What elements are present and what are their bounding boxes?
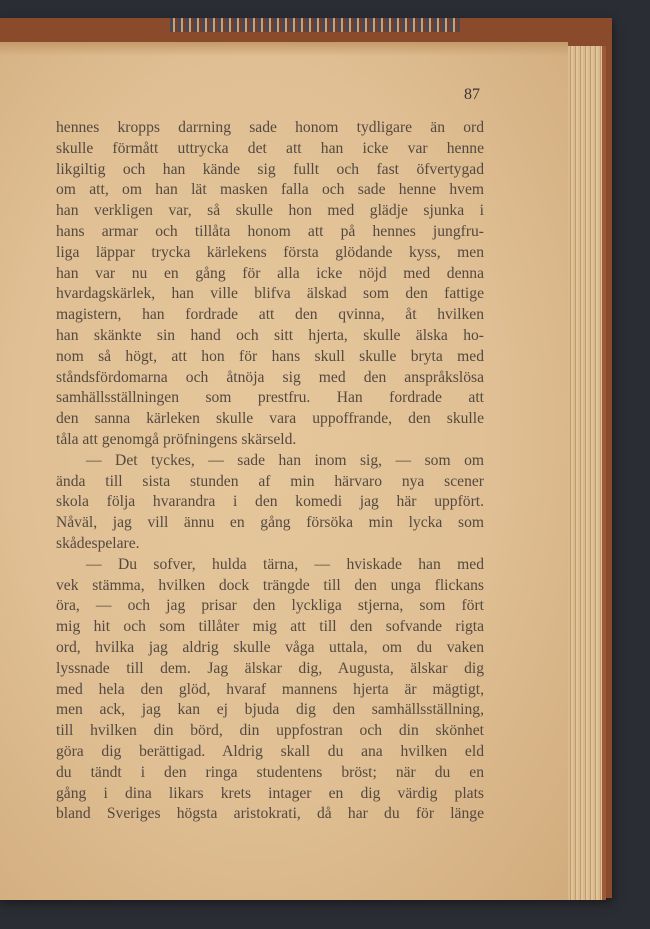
text-line: — Det tyckes, — sade han inom sig, — som om bbox=[86, 451, 484, 469]
text-line: skulle förmått uttrycka det att han icke var henne bbox=[56, 139, 484, 157]
text-line: med hela den glöd, hvaraf mannens hjerta är mägtigt, bbox=[56, 680, 484, 698]
text-line: ståndsfördomarna och åtnöja sig med den anspråkslösa bbox=[56, 368, 484, 386]
text-line: skola följa hvarandra i den komedi jag här uppfört. bbox=[56, 493, 484, 511]
text-line: vek stämma, hvilken dock trängde till den unga flickans bbox=[56, 576, 484, 594]
text-line: du tändt i den ringa studentens bröst; när du en bbox=[56, 763, 484, 781]
text-line: men ack, jag kan ej bjuda dig den samhällsställning, bbox=[56, 701, 484, 719]
text-line: samhällsställningen som prestfru. Han fordrade att bbox=[56, 389, 484, 407]
text-line: öra, — och jag prisar den lyckliga stjerna, som fört bbox=[56, 597, 484, 615]
text-line: ända till sista stunden af min härvaro nya scener bbox=[56, 472, 484, 490]
text-line: hennes kropps darrning sade honom tydligare än ord bbox=[56, 119, 484, 136]
text-line: mig hit och som tillåter mig att till den sofvande rigta bbox=[56, 618, 484, 636]
text-line: likgiltig och han kände sig fullt och fast öfvertygad bbox=[56, 160, 484, 178]
page-edges bbox=[568, 46, 606, 900]
text-line: göra dig berättigad. Aldrig skall du ana hvilken eld bbox=[56, 742, 484, 760]
text-line: han skänkte sin hand och sitt hjerta, skulle älska ho- bbox=[56, 326, 484, 344]
text-line: den sanna kärleken skulle vara uppoffrande, den skulle bbox=[56, 410, 484, 428]
text-line: om att, om han lät masken falla och sade henne hvem bbox=[56, 181, 484, 199]
text-line: hvardagskärlek, han ville blifva älskad som den fattige bbox=[56, 285, 484, 303]
text-line: magistern, han fordrade att den qvinna, åt hvilken bbox=[56, 306, 484, 324]
text-line: skådespelare. bbox=[56, 534, 140, 552]
text-line: gång i dina likars krets intager en dig värdig plats bbox=[56, 784, 484, 802]
text-line: nom så högt, att hon för hans skull skulle bryta med bbox=[56, 347, 484, 365]
page-number: 87 bbox=[464, 86, 480, 103]
text-line: lyssnade till dem. Jag älskar dig, Augusta, älskar dig bbox=[56, 659, 484, 677]
text-line: — Du sofver, hulda tärna, — hviskade han med bbox=[86, 555, 484, 573]
text-line: han var nu en gång för alla icke nöjd med denna bbox=[56, 264, 484, 282]
book-headband bbox=[170, 18, 460, 32]
text-line: Nåväl, jag vill ännu en gång försöka min lycka som bbox=[56, 514, 484, 532]
text-line: tåla att genomgå pröfningens skärseld. bbox=[56, 430, 297, 448]
text-line: till hvilken din börd, din uppfostran och din skönhet bbox=[56, 722, 484, 740]
text-line: han verkligen var, så skulle hon med glädje sjunka i bbox=[56, 202, 484, 220]
page-text bbox=[56, 118, 484, 825]
text-line: hans armar och tillåta honom att på hennes jungfru- bbox=[56, 222, 484, 240]
text-line: liga läppar trycka kärlekens första glödande kyss, men bbox=[56, 243, 484, 261]
text-line: bland Sveriges högsta aristokrati, då har du för länge bbox=[56, 805, 484, 823]
text-line: ord, hvilka jag aldrig skulle våga uttala, om du vaken bbox=[56, 638, 484, 656]
